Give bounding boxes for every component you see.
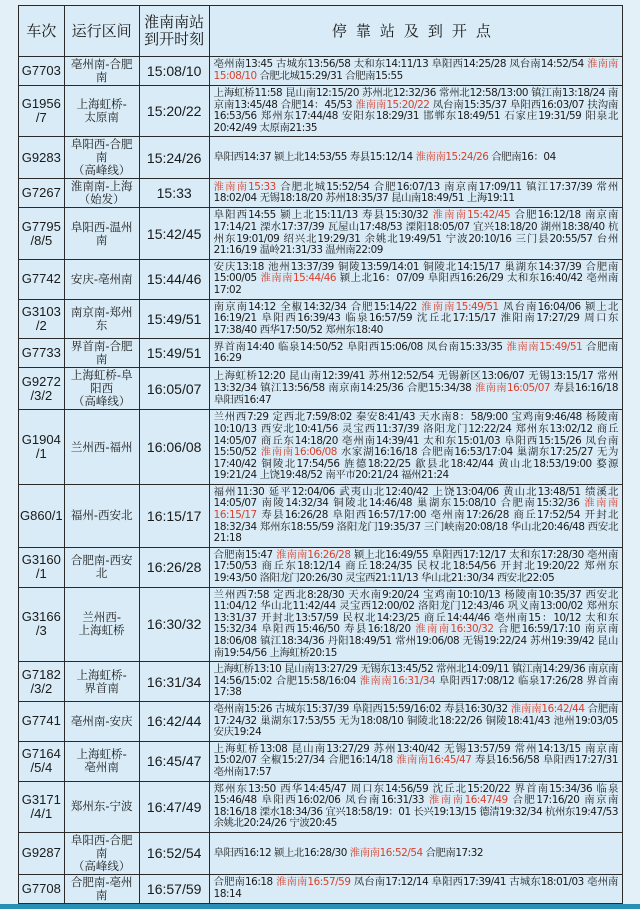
table-row [19,368,623,410]
route-line: （高峰线） [72,163,131,178]
route-line: 上海虹桥- [76,97,127,112]
route-cell [64,368,139,410]
train-number-line: G9287 [21,845,61,861]
stops-after: 合肥南17:32 [422,846,484,859]
route-cell [64,547,139,587]
table-row [19,137,623,179]
stops-before: 安庆13:18 池州13:37/39 铜陵13:59/14:01 铜陵北14:15/17 巢湖东14:37/39 合肥南15:00/05 [213,260,618,285]
train-number-cell [19,57,65,86]
huainan-south-stop-highlight: 淮南南16:05/07 [474,382,551,395]
stops-before: 阜阳西14:55 颍上北15:11/13 寿县15:30/32 [213,209,433,222]
stops-cell [209,208,622,259]
train-number-line: G860/1 [20,507,63,523]
stops-before: 郑州东13:50 西华14:45/47 周口东14:56/59 沈丘北15:20/22 界首南15:34/36 临泉15:46/48 阜阳西16:02/06 凤台南16:31/33 [213,782,618,807]
train-number-line: G7741 [21,713,61,729]
table-row [19,179,623,208]
huainan-south-stop-highlight: 淮南南15:08/10 [213,58,618,82]
route-cell [64,832,139,874]
route-cell [64,57,139,86]
header-time-label: 淮南南站到开时刻 [144,13,205,48]
table-body [19,57,623,904]
train-number-cell [19,701,65,741]
stops-after: 颍上北16:49/55 阜阳西17:12/17 太和东17:28/30 亳州南17:50/53 商丘东18:12/14 商丘18:24/35 民权北18:54/56 开封北19:20/22 郑州东19:43/50 洛阳龙门20:26/30 灵宝西21:11/13 华山北21:30/34 西安北22:05 [213,548,618,585]
huainan-south-stop-highlight: 淮南南15:42/45 [432,209,511,222]
stops-before: 阜阳西16:12 颍上北16:28/30 [213,846,350,859]
stops-cell [209,86,622,137]
stops-after: 合肥南17:24/32 巢湖东17:53/55 无为18:08/10 铜陵北18:22/26 铜陵18:41/43 池州19:03/05 安庆19:24 [213,702,618,739]
stops-after: 凤台南17:12/14 阜阳西17:39/41 古城东18:01/03 亳州南18:14 [213,876,618,900]
stops-cell [209,339,622,368]
huainan-south-stop-highlight: 淮南南16:47/49 [428,794,508,807]
stops-cell [209,832,622,874]
train-number-line: G3166 [21,609,61,625]
route-line: （高峰线） [72,394,131,409]
table-row [19,662,623,702]
huainan-south-stop-highlight: 淮南南15:33 [213,180,276,193]
huainan-south-stop-highlight: 淮南南16:42/44 [510,702,585,715]
train-number-cell [19,259,65,299]
stops-cell [209,587,622,662]
route-line: 福州-西安北 [70,508,133,523]
huainan-south-stop-highlight: 淮南南15:44/46 [260,272,337,285]
train-number-line: G7703 [21,63,61,78]
train-number-line: G7267 [21,185,61,201]
huainan-south-time-cell: 16:52/54 [139,832,209,874]
route-cell [64,587,139,662]
train-number-line: /5/4 [30,760,53,776]
header-route: 运行区间 [64,6,139,57]
route-line: 郑州东-宁波 [70,799,133,814]
huainan-south-stop-highlight: 淮南南15:49/51 [421,300,499,313]
train-number-line: G7742 [21,271,61,287]
route-line: 合肥南-西安北 [70,553,133,581]
header-time [139,6,209,57]
stops-cell [209,57,622,86]
route-line: 淮南南-上海 [70,179,133,194]
table-row [19,741,623,781]
route-cell [64,484,139,547]
route-cell [64,701,139,741]
route-line: 上海虹桥-阜阳西 [70,368,133,396]
table-row [19,781,623,832]
route-line: 合肥南-亳州南 [70,874,133,902]
train-number-line: /4/1 [30,805,53,821]
train-number-line: /2 [35,317,47,333]
stops-after: 凤台南16:04/06 颍上北16:19/21 阜阳西16:39/43 临泉16:57/59 沈丘北17:15/17 淮阳南17:27/29 周口东17:38/40 西华17:50/52 郑州东18:40 [213,300,618,336]
huainan-south-stop-highlight: 淮南南15:49/51 [506,340,583,353]
train-number-cell [19,741,65,781]
huainan-south-time-cell: 16:45/47 [139,741,209,781]
train-number-line: /3/2 [30,387,53,403]
stops-before: 上海虹桥13:10 昆山南13:27/29 无锡东13:45/52 常州北14:09/11 镇江南14:29/36 南京南14:56/15:02 合肥15:58/16:04 [213,663,618,687]
table-row [19,57,623,86]
train-schedule-table [18,5,623,904]
route-cell [64,179,139,208]
huainan-south-time-cell: 16:05/07 [139,368,209,410]
route-line: （始发） [78,192,125,207]
huainan-south-time-cell: 15:44/46 [139,259,209,299]
stops-before: 界首南14:40 临泉14:50/52 阜阳西15:06/08 凤台南15:33/35 [213,340,507,353]
train-number-line: /8/5 [30,232,53,248]
train-number-cell [19,662,65,702]
table-row [19,547,623,587]
bottom-band [0,904,640,909]
stops-before: 上海虹桥12:20 昆山南12:39/41 苏州12:52/54 无锡新区13:06/07 无锡13:15/17 常州13:32/34 镇江13:56/58 南京南14:25/36 合肥15:34/38 [213,370,618,395]
route-line: 安庆-亳州南 [70,271,133,286]
train-number-cell [19,781,65,832]
stops-after: 阜阳西17:08/12 临泉17:26/28 界首南17:38 [213,674,619,699]
stops-before: 亳州南13:45 古城东13:56/58 太和东14:11/13 阜阳西14:25/28 凤台南14:52/54 [213,58,588,71]
train-number-cell [19,299,65,339]
stops-before: 兰州西7:58 定西北8:28/30 天水南9:20/24 宝鸡南10:10/13 杨陵南10:35/37 西安北11:04/12 华山北11:42/44 灵宝西12:00/02 洛阳龙门12:43/46 巩义南13:00/02 郑州东13:31/37 开封北13:57/59 民权北14:23/25 商丘14:44/46 亳州南15：10/12 太和东15:32/34 阜阳西15:46/50 寿县16:18/20 [213,588,618,636]
stops-cell [209,259,622,299]
table-row [19,208,623,259]
route-cell [64,137,139,179]
route-line: 兰州西- [82,610,121,625]
train-number-cell [19,587,65,662]
stops-cell [209,410,622,485]
stops-after: 合肥17:16/20 南京南18:16/18 溧水18:34/36 宜兴18:58/19：01 长兴19:13/15 德清19:32/34 杭州东19:47/53 余姚北20:24/26 宁波20:45 [213,794,619,830]
route-line: 阜阳西-温州南 [70,219,133,247]
stops-cell [209,547,622,587]
route-cell [64,86,139,137]
stops-cell [209,368,622,410]
huainan-south-stop-highlight: 淮南南16:52/54 [349,846,423,859]
stops-after: 水家湖16:16/18 合肥南16:53/17:04 巢湖东17:25/27 无为17:40/42 铜陵北17:54/56 旌德18:22/25 歙县北18:42/44 黄山北18:53/19:00 婺源19:21/24 上饶19:48/52 南平市20:21/24 福州21:24 [213,446,618,482]
table-row [19,86,623,137]
huainan-south-stop-highlight: 淮南南16:15/17 [213,497,618,522]
stops-after: 合肥南16:29 [213,340,618,365]
huainan-south-stop-highlight: 淮南南16:31/34 [359,674,436,687]
stops-before: 南京南14:12 全椒14:32/34 合肥15:14/22 [213,300,422,313]
train-number-line: G9283 [21,149,61,165]
stops-cell [209,781,622,832]
stops-after: 合肥南16：04 [488,151,556,164]
train-number-cell [19,339,65,368]
route-line: 南京南-郑州东 [70,304,133,332]
huainan-south-time-cell: 16:06/08 [139,410,209,485]
stops-cell [209,299,622,339]
stops-cell [209,662,622,702]
train-number-line: G3171 [21,791,61,807]
huainan-south-stop-highlight: 淮南南16:45/47 [396,754,472,767]
stops-before: 亳州南15:26 古城东15:37/39 阜阳西15:59/16:02 寿县16:30/32 [213,702,511,715]
huainan-south-time-cell: 16:57/59 [139,874,209,903]
train-number-line: /3 [35,623,47,639]
stops-cell [209,741,622,781]
table-row [19,832,623,874]
train-number-line: G3160 [21,552,61,568]
route-line: 上海虹桥- [76,667,127,682]
huainan-south-stop-highlight: 淮南南15:24/26 [415,151,489,164]
route-cell [64,741,139,781]
route-cell [64,299,139,339]
route-line: 界首南-合肥南 [70,339,133,367]
train-number-cell [19,179,65,208]
train-number-cell [19,547,65,587]
huainan-south-time-cell: 15:24/26 [139,137,209,179]
route-cell [64,781,139,832]
route-line: 亳州南-安庆 [70,713,133,728]
route-cell [64,208,139,259]
stops-before: 福州11:30 延平12:04/06 武夷山北12:40/42 上饶13:04/06 黄山北13:48/51 绩溪北14:05/07 南陵14:32/34 铜陵北14:46/48 巢湖东15:08/10 合肥南15:32/36 [213,485,618,510]
train-number-cell [19,410,65,485]
stops-cell [209,484,622,547]
table-header-row [19,6,623,57]
route-cell [64,874,139,903]
huainan-south-time-cell: 16:30/32 [139,587,209,662]
table-row [19,410,623,485]
train-number-line: G7733 [21,345,61,361]
huainan-south-time-cell: 16:31/34 [139,662,209,702]
train-number-line: G7164 [21,746,61,762]
train-number-line: G1956 [21,96,61,112]
huainan-south-time-cell: 15:08/10 [139,57,209,86]
route-cell [64,410,139,485]
table-row [19,587,623,662]
route-line: 阜阳西-合肥南 [70,832,133,860]
huainan-south-stop-highlight: 淮南南16:06/08 [260,446,337,459]
route-line: 太原南 [84,110,119,125]
train-number-cell [19,137,65,179]
train-number-line: G3103 [21,303,61,319]
stops-cell [209,701,622,741]
stops-after: 凤台南15:35/37 阜阳西16:03/07 扶沟南16:53/56 郑州东17:44/48 安阳东18:29/31 邯郸东18:49/51 石家庄19:31/59 阳泉北20:42/49 太原南21:35 [213,98,618,134]
stops-after: 颍上北16：07/09 阜阳西16:26/29 太和东16:40/42 亳州南17:02 [213,272,619,296]
train-number-line: /1 [35,446,47,462]
stops-before: 兰州西7:29 定西北7:59/8:02 秦安8:41/43 天水南8：58/9:00 宝鸡南9:46/48 杨陵南10:10/13 西安北10:41/56 灵宝西11:37/39 洛阳龙门12:22/24 郑州东13:02/12 商丘14:05/07 商丘东14:18/20 亳州南14:39/41 太和东15:01/03 阜阳西15:15/26 凤台南15:50/52 [213,411,618,459]
stops-before: 合肥南16:18 [213,876,277,889]
huainan-south-stop-highlight: 淮南南16:57/59 [276,876,351,889]
train-number-line: /3/2 [30,680,53,696]
table-row [19,299,623,339]
stops-before: 上海虹桥11:58 昆山南12:15/20 苏州北12:32/36 常州北12:58/13:00 镇江南13:18/24 南京南13:45/48 合肥14：45/53 [213,87,618,111]
train-number-cell [19,484,65,547]
route-line: 阜阳西-合肥南 [70,137,133,165]
table-row [19,339,623,368]
stops-after: 寿县16:26/28 阜阳西16:57/17:00 亳州南17:26/28 商丘17:52/54 开封北18:32/34 郑州东18:55/59 洛阳龙门19:35/37 三门峡南20:08/18 华山北20:46/48 西安北21:18 [213,509,618,545]
huainan-south-stop-highlight: 淮南南16:26/28 [276,548,351,561]
train-number-line: G7795 [21,218,61,234]
table-row [19,874,623,903]
table-row [19,484,623,547]
stops-after: 寿县16:16/18 阜阳西16:47 [213,382,619,406]
route-cell [64,339,139,368]
stops-after: 合肥16:12/18 南京南17:14/21 溧水17:37/39 瓦屋山17:48/53 溧阳18:05/07 宜兴18:18/20 湖州18:38/40 杭州东19:01/09 绍兴北19:29/31 余姚北19:49/51 宁波20:10/16 三门县20:55/57 台州21:16/19 温岭21:31/33 温州南22:09 [213,209,618,257]
huainan-south-time-cell: 15:42/45 [139,208,209,259]
train-number-cell [19,874,65,903]
stops-before: 阜阳西14:37 颍上北14:53/55 寿县15:12/14 [213,151,416,164]
huainan-south-time-cell: 15:20/22 [139,86,209,137]
huainan-south-time-cell: 16:42/44 [139,701,209,741]
train-number-line: G9272 [21,373,61,389]
table-row [19,701,623,741]
huainan-south-time-cell: 16:15/17 [139,484,209,547]
route-cell [64,259,139,299]
stops-after: 合肥北城15:29/31 合肥南15:55 [256,70,403,82]
route-line: 亳州南 [84,760,119,775]
route-line: 亳州南-合肥南 [70,57,133,84]
stops-after: 寿县16:56/58 阜阳西17:27/31 亳州南17:57 [213,754,618,778]
stops-before: 合肥南15:47 [213,548,277,561]
stops-cell [209,137,622,179]
huainan-south-time-cell: 16:26/28 [139,547,209,587]
header-train: 车次 [19,6,65,57]
stops-cell [209,874,622,903]
route-line: 上海虹桥 [78,623,125,638]
stops-before: 上海虹桥13:08 昆山南13:27/29 苏州13:40/42 无锡13:57/59 常州14:13/15 南京南15:02/07 全椒15:27/34 合肥16:14/18 [213,742,618,767]
header-stops: 停靠站及到开点 [209,6,622,57]
route-line: 上海虹桥- [76,747,127,762]
route-line: （高峰线） [72,858,131,873]
train-number-cell [19,832,65,874]
train-number-cell [19,86,65,137]
stops-after: 合肥16:59/17:10 南京南18:06/08 镇江18:34/36 丹阳18:49/51 常州19:06/08 无锡19:22/24 苏州19:39/42 昆山南19:54/56 上海虹桥20:15 [213,623,618,659]
train-number-line: G7182 [21,666,61,682]
route-cell [64,662,139,702]
table-row [19,259,623,299]
train-number-line: /1 [35,566,47,582]
train-number-cell [19,208,65,259]
huainan-south-time-cell: 15:49/51 [139,299,209,339]
route-line: 兰州西-福州 [70,439,133,454]
huainan-south-time-cell: 15:49/51 [139,339,209,368]
train-number-cell [19,368,65,410]
huainan-south-stop-highlight: 淮南南15:20/22 [355,98,430,111]
train-number-line: /7 [35,110,47,126]
stops-cell [209,179,622,208]
route-line: 界首南 [84,680,119,695]
huainan-south-time-cell: 16:47/49 [139,781,209,832]
huainan-south-time-cell: 15:33 [139,179,209,208]
stops-after: 合肥北城15:52/54 合肥16:07/13 南京南17:09/11 镇江17:37/39 常州18:02/04 无锡18:18/20 苏州18:35/37 昆山南18:49/51 上海19:11 [213,180,618,205]
train-number-line: G7708 [21,880,61,896]
huainan-south-stop-highlight: 淮南南16:30/32 [415,623,494,636]
train-number-line: G1904 [21,432,61,448]
